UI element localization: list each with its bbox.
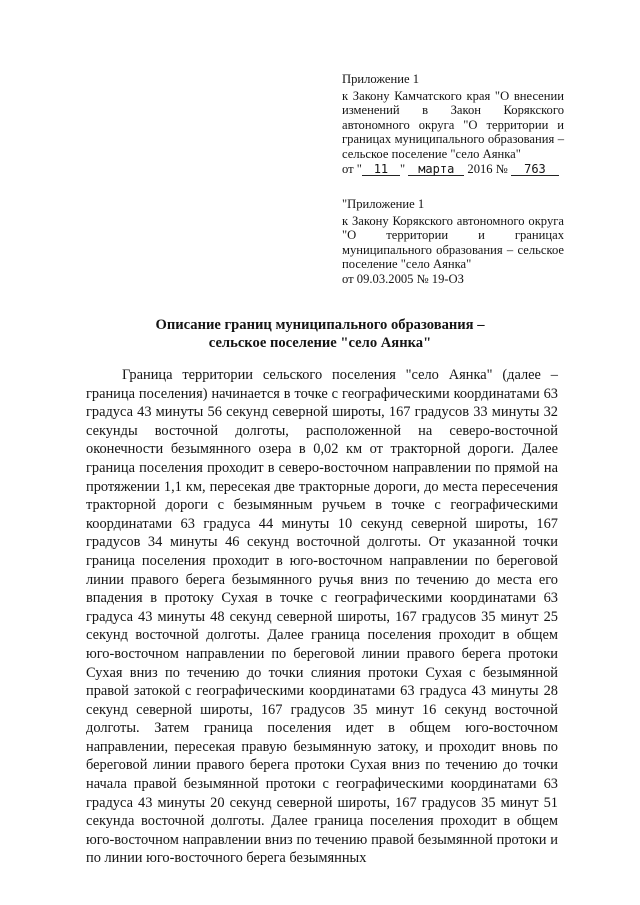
annex-original-heading: "Приложение 1 (342, 197, 425, 211)
date-prefix: от " (342, 161, 362, 176)
annex-original-text: к Закону Корякского автономного округа "О территории и границах муниципального образования – сельское поселение "село Аянка" (342, 213, 564, 272)
document-title (60, 316, 580, 352)
body-paragraph: Граница территории сельского поселения "село Аянка" (далее – граница поселения) начинается в точке с географическими координатами 63 градуса 43 минуты 56 секунд северной широты, 167 градусов 33 минуты 32 секунды восточной долготы, расположенной на северо-восточной оконечности безымянного озера в 0,02 км от тракторной дороги. Далее граница поселения проходит в северо-восточном направлении по прямой на протяжении 1,1 км, пересекая две тракторные дороги, до места пересечения тракторной дороги с безымянным ручьем в точке с географическими координатами 63 градуса 44 минуты 10 секунд северной широты, 167 градусов 34 минуты 46 секунд восточной долготы. От указанной точки граница поселения проходит в юго-восточном направлении по береговой линии правого берега безымянного ручья вниз по течению до места его впадения в протоку Сухая в точке с географическими координатами 63 градуса 43 минуты 48 секунд северной широты, 167 градусов 35 минут 25 секунд восточной долготы. Далее граница поселения проходит в общем юго-восточном направлении по береговой линии правого берега протоки Сухая вниз по течению до точки слияния протоки Сухая с безымянной правой затокой с географическими координатами 63 градуса 43 минуты 28 секунд северной широты, 167 градусов 35 минут 16 секунд восточной долготы. Затем граница поселения идет в общем юго-восточном направлении, пересекая правую безымянную затоку, и проходит вновь по береговой линии правого берега протоки Сухая вниз по течению до точки начала правой безымянной протоки с географическими координатами 63 градуса 43 минуты 20 секунд северной широты, 167 градусов 35 минут 51 секунда восточной долготы. Далее граница поселения проходит в общем юго-восточном направлении вниз по течению правой безымянной протоки и по линии юго-восточного берега безымянных (86, 367, 558, 867)
handwritten-number: 763 (511, 163, 559, 176)
handwritten-day: 11 (362, 163, 400, 176)
annex-current-text: к Закону Камчатского края "О внесении изменений в Закон Корякского автономного округа "О территории и границах муниципального образования – сельское поселение "село Аянка" (342, 88, 564, 161)
title-line-2: сельское поселение "село Аянка" (208, 335, 432, 351)
annex-current-block (342, 72, 564, 176)
annex-current-heading: Приложение 1 (342, 72, 420, 86)
date-quote: " (399, 161, 406, 176)
annex-original-date-line: от 09.03.2005 № 19-ОЗ (342, 271, 464, 286)
title-line-1: Описание границ муниципального образования – (155, 317, 485, 333)
annex-current-date-line (342, 162, 564, 177)
date-year: 2016 (467, 161, 493, 176)
annex-original-block (342, 197, 564, 287)
handwritten-month: марта (408, 163, 464, 176)
number-sign: № (495, 161, 508, 176)
